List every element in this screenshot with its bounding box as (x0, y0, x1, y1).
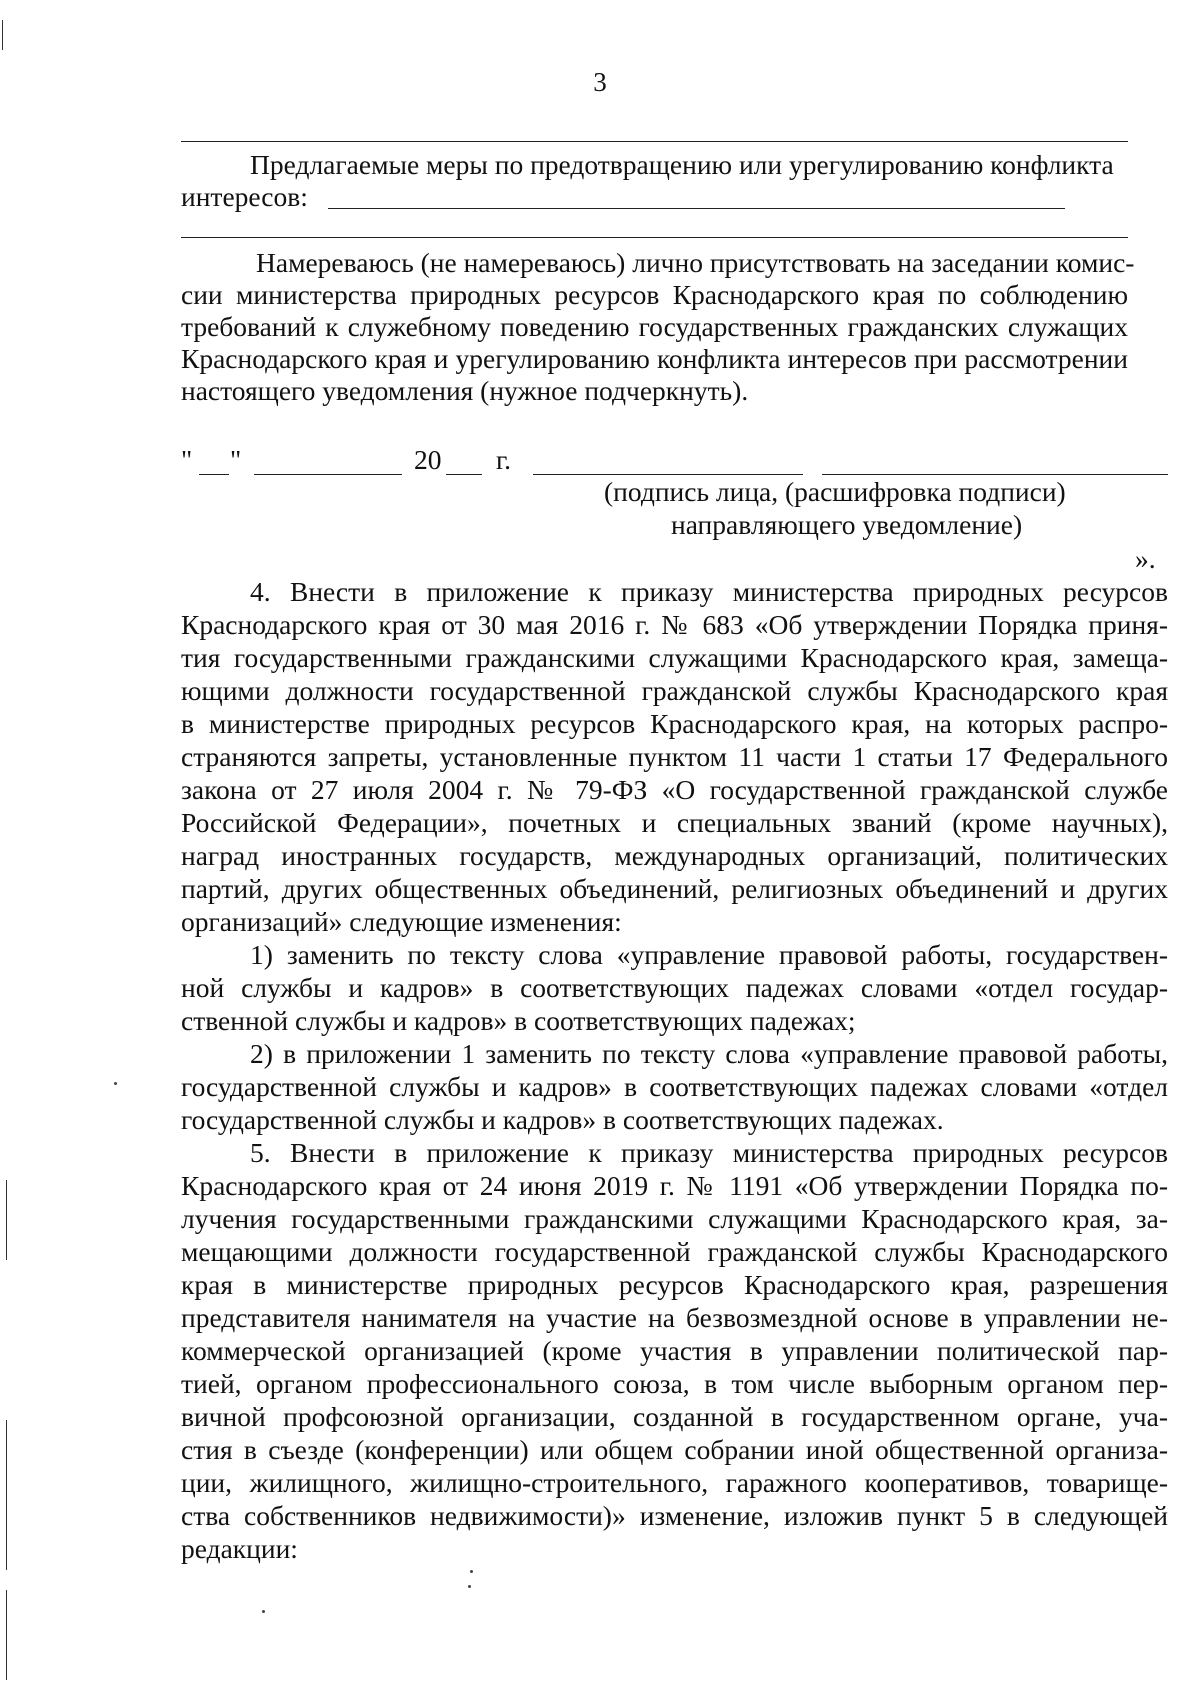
month-blank (254, 474, 402, 475)
scan-dot (470, 1570, 473, 1573)
item-5-line: Краснодарского края от 24 июня 2019 г. № 1191 «Об утверждении Порядка по- (181, 1170, 1168, 1201)
item-4-line: в министерстве природных ресурсов Краснодарского края, на которых распро- (181, 708, 1168, 739)
top-rule (181, 141, 1128, 142)
year-suffix: г. (496, 444, 512, 475)
intention-line: требований к служебному поведению государственных гражданских служащих (181, 311, 1128, 342)
item-4-sub-1-line: 1) заменить по тексту слова «управление правовой работы, государствен- (250, 939, 1168, 970)
item-5-line: редакции: (181, 1533, 298, 1564)
measures-line-2: интересов: (181, 181, 308, 212)
item-5-line: ства собственников недвижимости)» изменение, изложив пункт 5 в следующей (181, 1500, 1168, 1531)
intention-line: сии министерства природных ресурсов Краснодарского края по соблюдению (181, 279, 1128, 310)
item-4-line: закона от 27 июля 2004 г. № 79-ФЗ «О государственной гражданской службе (181, 774, 1168, 805)
item-4-line: тия государственными гражданскими служащими Краснодарского края, замеща- (181, 642, 1168, 673)
item-4-line: наград иностранных государств, международных организаций, политических (181, 840, 1168, 871)
item-4-sub-1-line: ной службы и кадров» в соответствующих падежах словами «отдел государ- (181, 972, 1168, 1003)
scan-artifact (2, 20, 3, 50)
item-5-line: вичной профсоюзной организации, созданной в государственном органе, уча- (181, 1401, 1168, 1432)
signature-blank (533, 474, 803, 475)
item-4-sub-1-line: ственной службы и кадров» в соответствующих падежах; (181, 1005, 856, 1036)
item-4-sub-2-line: государственной службы и кадров» в соответствующих падежах. (181, 1104, 944, 1135)
item-5-line: 5. Внести в приложение к приказу министерства природных ресурсов (250, 1137, 1168, 1168)
scan-artifact (6, 1420, 7, 1570)
scan-dot (114, 1082, 117, 1085)
signature-caption-1: (подпись лица, (расшифровка подписи) (604, 476, 1066, 507)
intention-line: настоящего уведомления (нужное подчеркнуть). (181, 375, 749, 406)
item-5-line: лучения государственными гражданскими служащими Краснодарского края, за- (181, 1203, 1168, 1234)
day-blank (199, 474, 229, 475)
item-4-line: страняются запреты, установленные пунктом 11 части 1 статьи 17 Федерального (181, 741, 1168, 772)
intention-line: Краснодарского края и урегулированию конфликта интересов при рассмотрении (181, 343, 1128, 374)
year-blank (446, 474, 482, 475)
item-4-sub-2-line: 2) в приложении 1 заменить по тексту слова «управление правовой работы, (250, 1038, 1168, 1069)
quote-open: " (181, 444, 193, 475)
item-5-line: представителя нанимателя на участие на безвозмездной основе в управлении не- (181, 1302, 1168, 1333)
scan-dot (262, 1610, 265, 1613)
item-5-line: стия в съезде (конференции) или общем собрании иной общественной организа- (181, 1434, 1168, 1465)
item-5-line: тией, органом профессионального союза, в том числе выборным органом пер- (181, 1368, 1168, 1399)
year-prefix: 20 (414, 444, 442, 475)
quote-close: " (230, 444, 242, 475)
closing-quote: ». (1135, 543, 1156, 574)
scan-dot (468, 1585, 471, 1588)
scan-artifact (6, 1180, 7, 1260)
measures-second-blank-line (181, 237, 1128, 238)
item-5-line: ции, жилищного, жилищно-строительного, гаражного кооперативов, товарище- (181, 1467, 1168, 1498)
signature-caption-2: направляющего уведомление) (671, 509, 1023, 540)
item-4-line: партий, других общественных объединений, религиозных объединений и других (181, 873, 1168, 904)
item-4-line: ющими должности государственной гражданской службы Краснодарского края (181, 675, 1168, 706)
measures-line-1: Предлагаемые меры по предотвращению или урегулированию конфликта (250, 149, 1114, 180)
item-4-line: организаций» следующие изменения: (181, 906, 622, 937)
intention-line: Намереваюсь (не намереваюсь) лично присутствовать на заседании комис- (256, 247, 1135, 278)
item-5-line: коммерческой организацией (кроме участия в управлении политической пар- (181, 1335, 1168, 1366)
scan-artifact (6, 1590, 7, 1680)
item-5-line: края в министерстве природных ресурсов Краснодарского края, разрешения (181, 1269, 1168, 1300)
measures-blank-line (328, 208, 1065, 209)
item-4-line: Краснодарского края от 30 мая 2016 г. № 683 «Об утверждении Порядка приня- (181, 609, 1168, 640)
page-number: 3 (593, 67, 607, 97)
item-4-line: 4. Внести в приложение к приказу министерства природных ресурсов (250, 576, 1168, 607)
item-5-line: мещающими должности государственной гражданской службы Краснодарского (181, 1236, 1168, 1267)
signature-decoding-blank (822, 474, 1168, 475)
item-4-line: Российской Федерации», почетных и специальных званий (кроме научных), (181, 807, 1168, 838)
item-4-sub-2-line: государственной службы и кадров» в соответствующих падежах словами «отдел (181, 1071, 1168, 1102)
